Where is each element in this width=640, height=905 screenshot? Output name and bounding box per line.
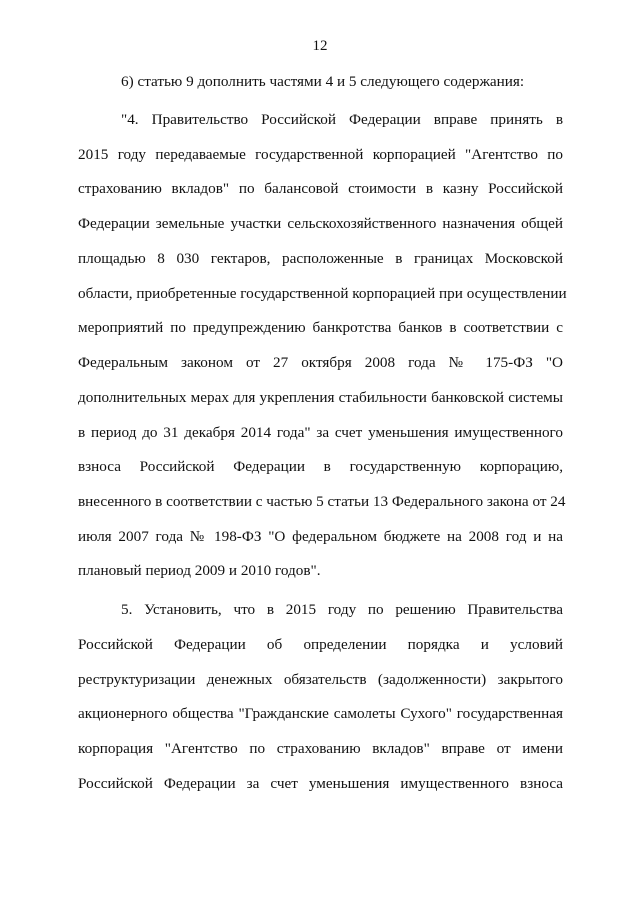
- paragraph-line: мероприятий по предупреждению банкротства банков в соответствии с: [78, 319, 563, 336]
- paragraph-line: "4. Правительство Российской Федерации вправе принять в: [121, 111, 563, 128]
- paragraph-line: области, приобретенные государственной корпорацией при осуществлении: [78, 285, 567, 302]
- paragraph-line: Российской Федерации об определении порядка и условий: [78, 636, 563, 653]
- paragraph-line: июля 2007 года № 198-ФЗ "О федеральном бюджете на 2008 год и на: [78, 528, 563, 545]
- paragraph-line: корпорация "Агентство по страхованию вкладов" вправе от имени: [78, 740, 563, 757]
- paragraph-line: 2015 году передаваемые государственной корпорацией "Агентство по: [78, 146, 563, 163]
- paragraph-line: страхованию вкладов" по балансовой стоимости в казну Российской: [78, 180, 563, 197]
- paragraph-line: Федерации земельные участки сельскохозяйственного назначения общей: [78, 215, 563, 232]
- paragraph-line: дополнительных мерах для укрепления стабильности банковской системы: [78, 389, 563, 406]
- paragraph-line: 5. Установить, что в 2015 году по решению Правительства: [121, 601, 563, 618]
- page-number: 12: [312, 38, 328, 54]
- paragraph-line: Российской Федерации за счет уменьшения имущественного взноса: [78, 775, 563, 792]
- paragraph-line: акционерного общества "Гражданские самолеты Сухого" государственная: [78, 705, 563, 722]
- paragraph-line: Федеральным законом от 27 октября 2008 года № 175-ФЗ "О: [78, 354, 563, 371]
- paragraph-line: площадью 8 030 гектаров, расположенные в границах Московской: [78, 250, 563, 267]
- paragraph-line: 6) статью 9 дополнить частями 4 и 5 следующего содержания:: [121, 73, 525, 90]
- paragraph-line: плановый период 2009 и 2010 годов".: [78, 562, 321, 579]
- paragraph-line: реструктуризации денежных обязательств (задолженности) закрытого: [78, 671, 563, 688]
- paragraph-line: внесенного в соответствии с частью 5 статьи 13 Федерального закона от 24: [78, 493, 566, 510]
- paragraph-line: взноса Российской Федерации в государственную корпорацию,: [78, 458, 563, 475]
- paragraph-line: в период до 31 декабря 2014 года" за счет уменьшения имущественного: [78, 424, 563, 441]
